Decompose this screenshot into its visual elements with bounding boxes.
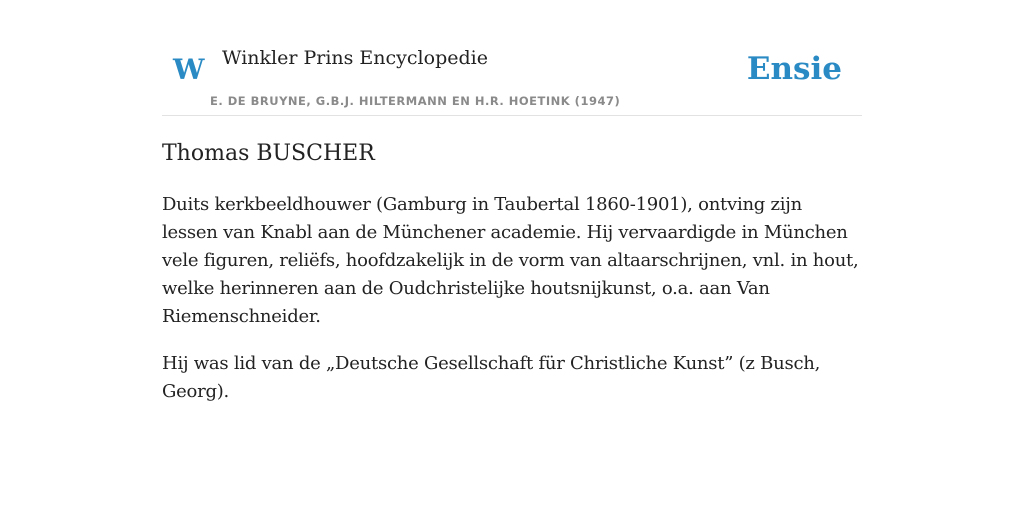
article-title: Thomas BUSCHER: [162, 141, 375, 166]
article: [162, 138, 862, 425]
header: [162, 36, 862, 116]
source-title[interactable]: Winkler Prins Encyclopedie: [222, 47, 488, 69]
ensie-brand-logo[interactable]: Ensie: [746, 51, 842, 87]
article-paragraph: Duits kerkbeeldhouwer (Gamburg in Taubertal 1860-1901), ontving zijn lessen van Knabl aan de Münchener academie. Hij vervaardigde in München vele figuren, reliëfs, hoofdzakelijk in de vorm van altaarschrijnen, vnl. in hout, welke herinneren aan de Oudchristelijke houtsnijkunst, o.a. aan Van Riemenschneider.: [162, 194, 859, 327]
source-authors: E. DE BRUYNE, G.B.J. HILTERMANN EN H.R. HOETINK (1947): [210, 94, 621, 108]
article-paragraph: Hij was lid van de „Deutsche Gesellschaft für Christliche Kunst” (z Busch, Georg).: [162, 353, 821, 402]
winkler-prins-logo[interactable]: W: [173, 53, 205, 86]
